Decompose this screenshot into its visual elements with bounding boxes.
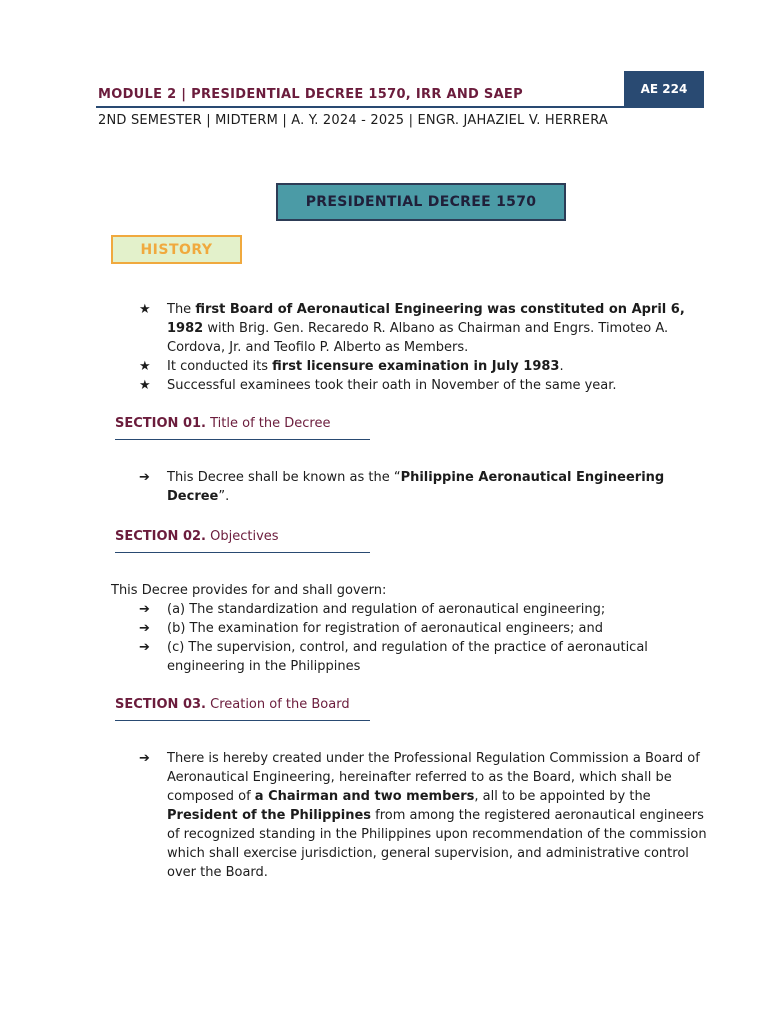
arrow-bullet-icon: ➔ (139, 470, 150, 485)
item-bold-text: Philippine Aeronautical Engineering Decree (167, 470, 665, 504)
section-02-heading (115, 529, 279, 544)
history-tag: HISTORY (111, 235, 242, 264)
decree-title: PRESIDENTIAL DECREE 1570 (276, 183, 566, 221)
list-item (139, 300, 719, 357)
list-item (139, 376, 719, 395)
section-03-heading (115, 697, 350, 712)
section-02-list (139, 600, 699, 676)
semester-line: 2ND SEMESTER | MIDTERM | A. Y. 2024 - 2025 | ENGR. JAHAZIEL V. HERRERA (98, 113, 608, 128)
item-text: , all to be appointed by the (474, 789, 651, 804)
item-bold-text: first Board of Aeronautical Engineering was constituted on April 6, 1982 (167, 302, 685, 336)
list-item (139, 619, 699, 638)
section-01-list (139, 468, 699, 506)
star-bullet-icon: ★ (139, 378, 151, 393)
item-text: from among the registered aeronautical engineers of recognized standing in the Philippines upon recommendation of the commission which shall exercise jurisdiction, general supervision, and administrative control over the Board. (167, 808, 707, 880)
item-text: Successful examinees took their oath in November of the same year. (167, 378, 617, 393)
star-bullet-icon: ★ (139, 359, 151, 374)
item-text: ”. (218, 489, 230, 504)
item-text: . (559, 359, 564, 374)
section-03-divider (115, 720, 370, 721)
item-text: (c) The supervision, control, and regulation of the practice of aeronautical engineering in the Philippines (167, 640, 648, 674)
section-02-intro: This Decree provides for and shall govern: (111, 583, 387, 598)
list-item (139, 468, 699, 506)
item-bold-text: President of the Philippines (167, 808, 372, 823)
arrow-bullet-icon: ➔ (139, 640, 150, 655)
item-text: It conducted its (167, 359, 273, 374)
item-text: The (167, 302, 196, 317)
item-text: (b) The examination for registration of aeronautical engineers; and (167, 621, 604, 636)
header-divider (96, 106, 704, 108)
section-title: Creation of the Board (205, 697, 350, 712)
list-item (139, 638, 699, 676)
section-title: Title of the Decree (205, 416, 331, 431)
section-01-heading (115, 416, 330, 431)
item-text: There is hereby created under the Professional Regulation Commission a Board of Aeronautical Engineering, hereinafter referred to as the Board, which shall be composed of (167, 751, 700, 804)
list-item (139, 600, 699, 619)
item-text: (a) The standardization and regulation of aeronautical engineering; (167, 602, 606, 617)
star-bullet-icon: ★ (139, 302, 151, 317)
section-03-list (139, 749, 713, 882)
section-number: SECTION 01. (115, 416, 206, 431)
item-bold-text: first licensure examination in July 1983 (272, 359, 560, 374)
list-item (139, 357, 719, 376)
section-number: SECTION 02. (115, 529, 206, 544)
arrow-bullet-icon: ➔ (139, 751, 150, 766)
arrow-bullet-icon: ➔ (139, 602, 150, 617)
arrow-bullet-icon: ➔ (139, 621, 150, 636)
module-title: MODULE 2 | PRESIDENTIAL DECREE 1570, IRR AND SAEP (98, 87, 523, 102)
course-badge: AE 224 (624, 71, 704, 106)
section-01-divider (115, 439, 370, 440)
item-text: This Decree shall be known as the “ (167, 470, 401, 485)
section-number: SECTION 03. (115, 697, 206, 712)
history-list (139, 300, 719, 395)
list-item (139, 749, 713, 882)
item-text: with Brig. Gen. Recaredo R. Albano as Chairman and Engrs. Timoteo A. Cordova, Jr. and Teofilo P. Alberto as Members. (167, 321, 669, 355)
section-02-divider (115, 552, 370, 553)
section-title: Objectives (205, 529, 279, 544)
item-bold-text: a Chairman and two members (254, 789, 475, 804)
